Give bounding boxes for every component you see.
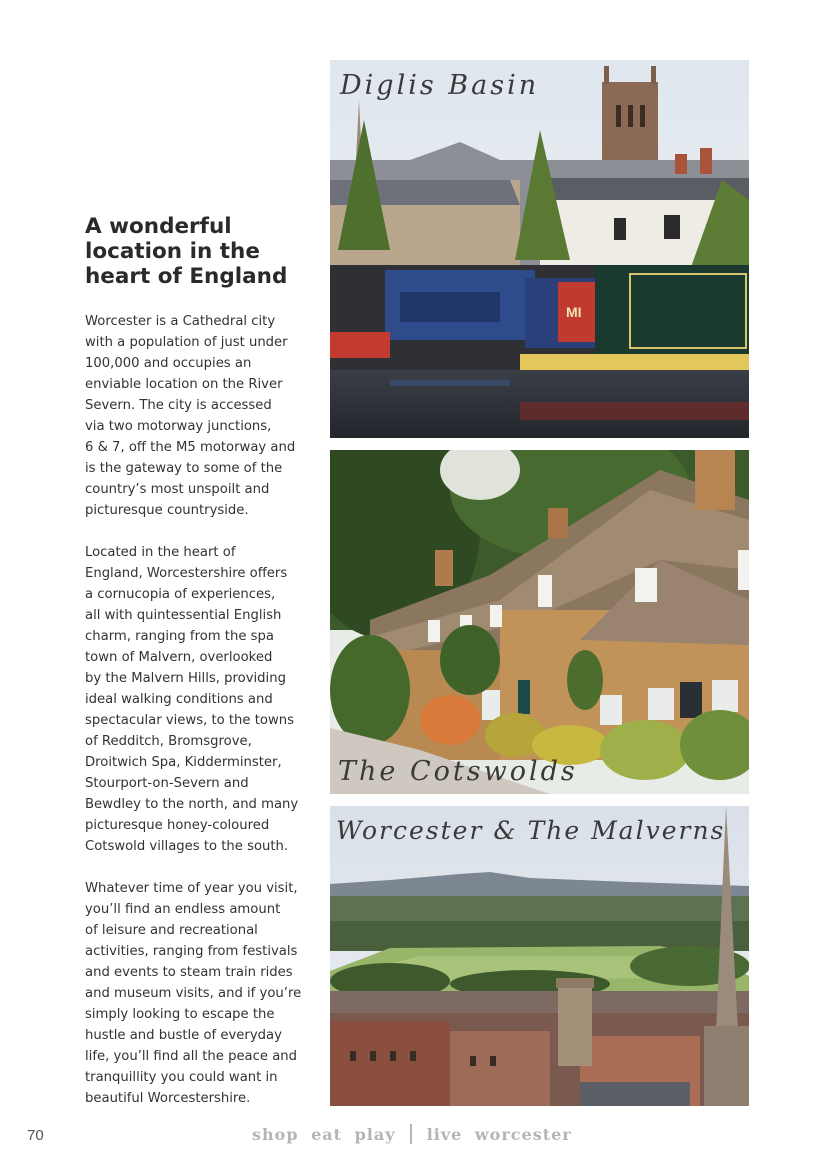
cotswolds-photo — [330, 450, 749, 794]
text-line: Worcester is a Cathedral city — [85, 314, 276, 329]
text-line: Cotswold villages to the south. — [85, 839, 289, 854]
text-line: town of Malvern, overlooked — [85, 650, 273, 665]
text-line: and museum visits, and if you’re — [85, 986, 302, 1001]
footer-word: shop — [252, 1125, 299, 1144]
text-line: of leisure and recreational — [85, 923, 258, 938]
activities-paragraph — [85, 878, 320, 1109]
text-line: activities, ranging from festivals — [85, 944, 298, 959]
intro-paragraph — [85, 311, 320, 521]
text-line: ideal walking conditions and — [85, 692, 273, 707]
text-line: all with quintessential English — [85, 608, 282, 623]
text-line: tranquillity you could want in — [85, 1070, 278, 1085]
text-line: of Redditch, Bromsgrove, — [85, 734, 252, 749]
heading-line: A wonderful — [85, 214, 232, 239]
text-line: life, you’ll find all the peace and — [85, 1049, 298, 1064]
text-line: via two motorway junctions, — [85, 419, 272, 434]
photo-caption: Worcester & The Malverns — [336, 816, 726, 845]
text-line: and events to steam train rides — [85, 965, 293, 980]
footer-divider — [410, 1124, 412, 1144]
text-line: Whatever time of year you visit, — [85, 881, 298, 896]
text-line: you’ll find an endless amount — [85, 902, 281, 917]
malverns-photo — [330, 806, 749, 1106]
footer-tagline — [252, 1124, 572, 1144]
footer-word: play — [354, 1125, 396, 1144]
photo-caption: The Cotswolds — [338, 756, 578, 787]
text-line: simply looking to escape the — [85, 1007, 275, 1022]
text-line: beautiful Worcestershire. — [85, 1091, 251, 1106]
text-line: hustle and bustle of everyday — [85, 1028, 282, 1043]
diglis-basin-photo — [330, 60, 749, 438]
page-number: 70 — [27, 1127, 44, 1144]
text-line: 6 & 7, off the M5 motorway and — [85, 440, 296, 455]
text-line: by the Malvern Hills, providing — [85, 671, 286, 686]
text-line: 100,000 and occupies an — [85, 356, 252, 371]
text-line: is the gateway to some of the — [85, 461, 283, 476]
text-line: Severn. The city is accessed — [85, 398, 272, 413]
heading-line: location in the — [85, 239, 260, 264]
text-line: with a population of just under — [85, 335, 288, 350]
text-line: enviable location on the River — [85, 377, 283, 392]
text-line: England, Worcestershire offers — [85, 566, 288, 581]
page-heading — [85, 214, 325, 289]
text-line: a cornucopia of experiences, — [85, 587, 276, 602]
text-line: Stourport-on-Severn and — [85, 776, 249, 791]
text-line: Located in the heart of — [85, 545, 236, 560]
text-line: charm, ranging from the spa — [85, 629, 274, 644]
text-line: picturesque honey-coloured — [85, 818, 270, 833]
photo-caption: Diglis Basin — [340, 70, 540, 101]
footer-word: live — [426, 1125, 463, 1144]
text-line: country’s most unspoilt and — [85, 482, 270, 497]
footer-word: worcester — [474, 1125, 572, 1144]
text-line: picturesque countryside. — [85, 503, 249, 518]
location-paragraph — [85, 542, 320, 857]
heading-line: heart of England — [85, 264, 288, 289]
text-line: Droitwich Spa, Kidderminster, — [85, 755, 282, 770]
text-line: spectacular views, to the towns — [85, 713, 294, 728]
text-line: Bewdley to the north, and many — [85, 797, 299, 812]
boat-sign: MI — [566, 304, 582, 320]
footer-word: eat — [311, 1125, 343, 1144]
